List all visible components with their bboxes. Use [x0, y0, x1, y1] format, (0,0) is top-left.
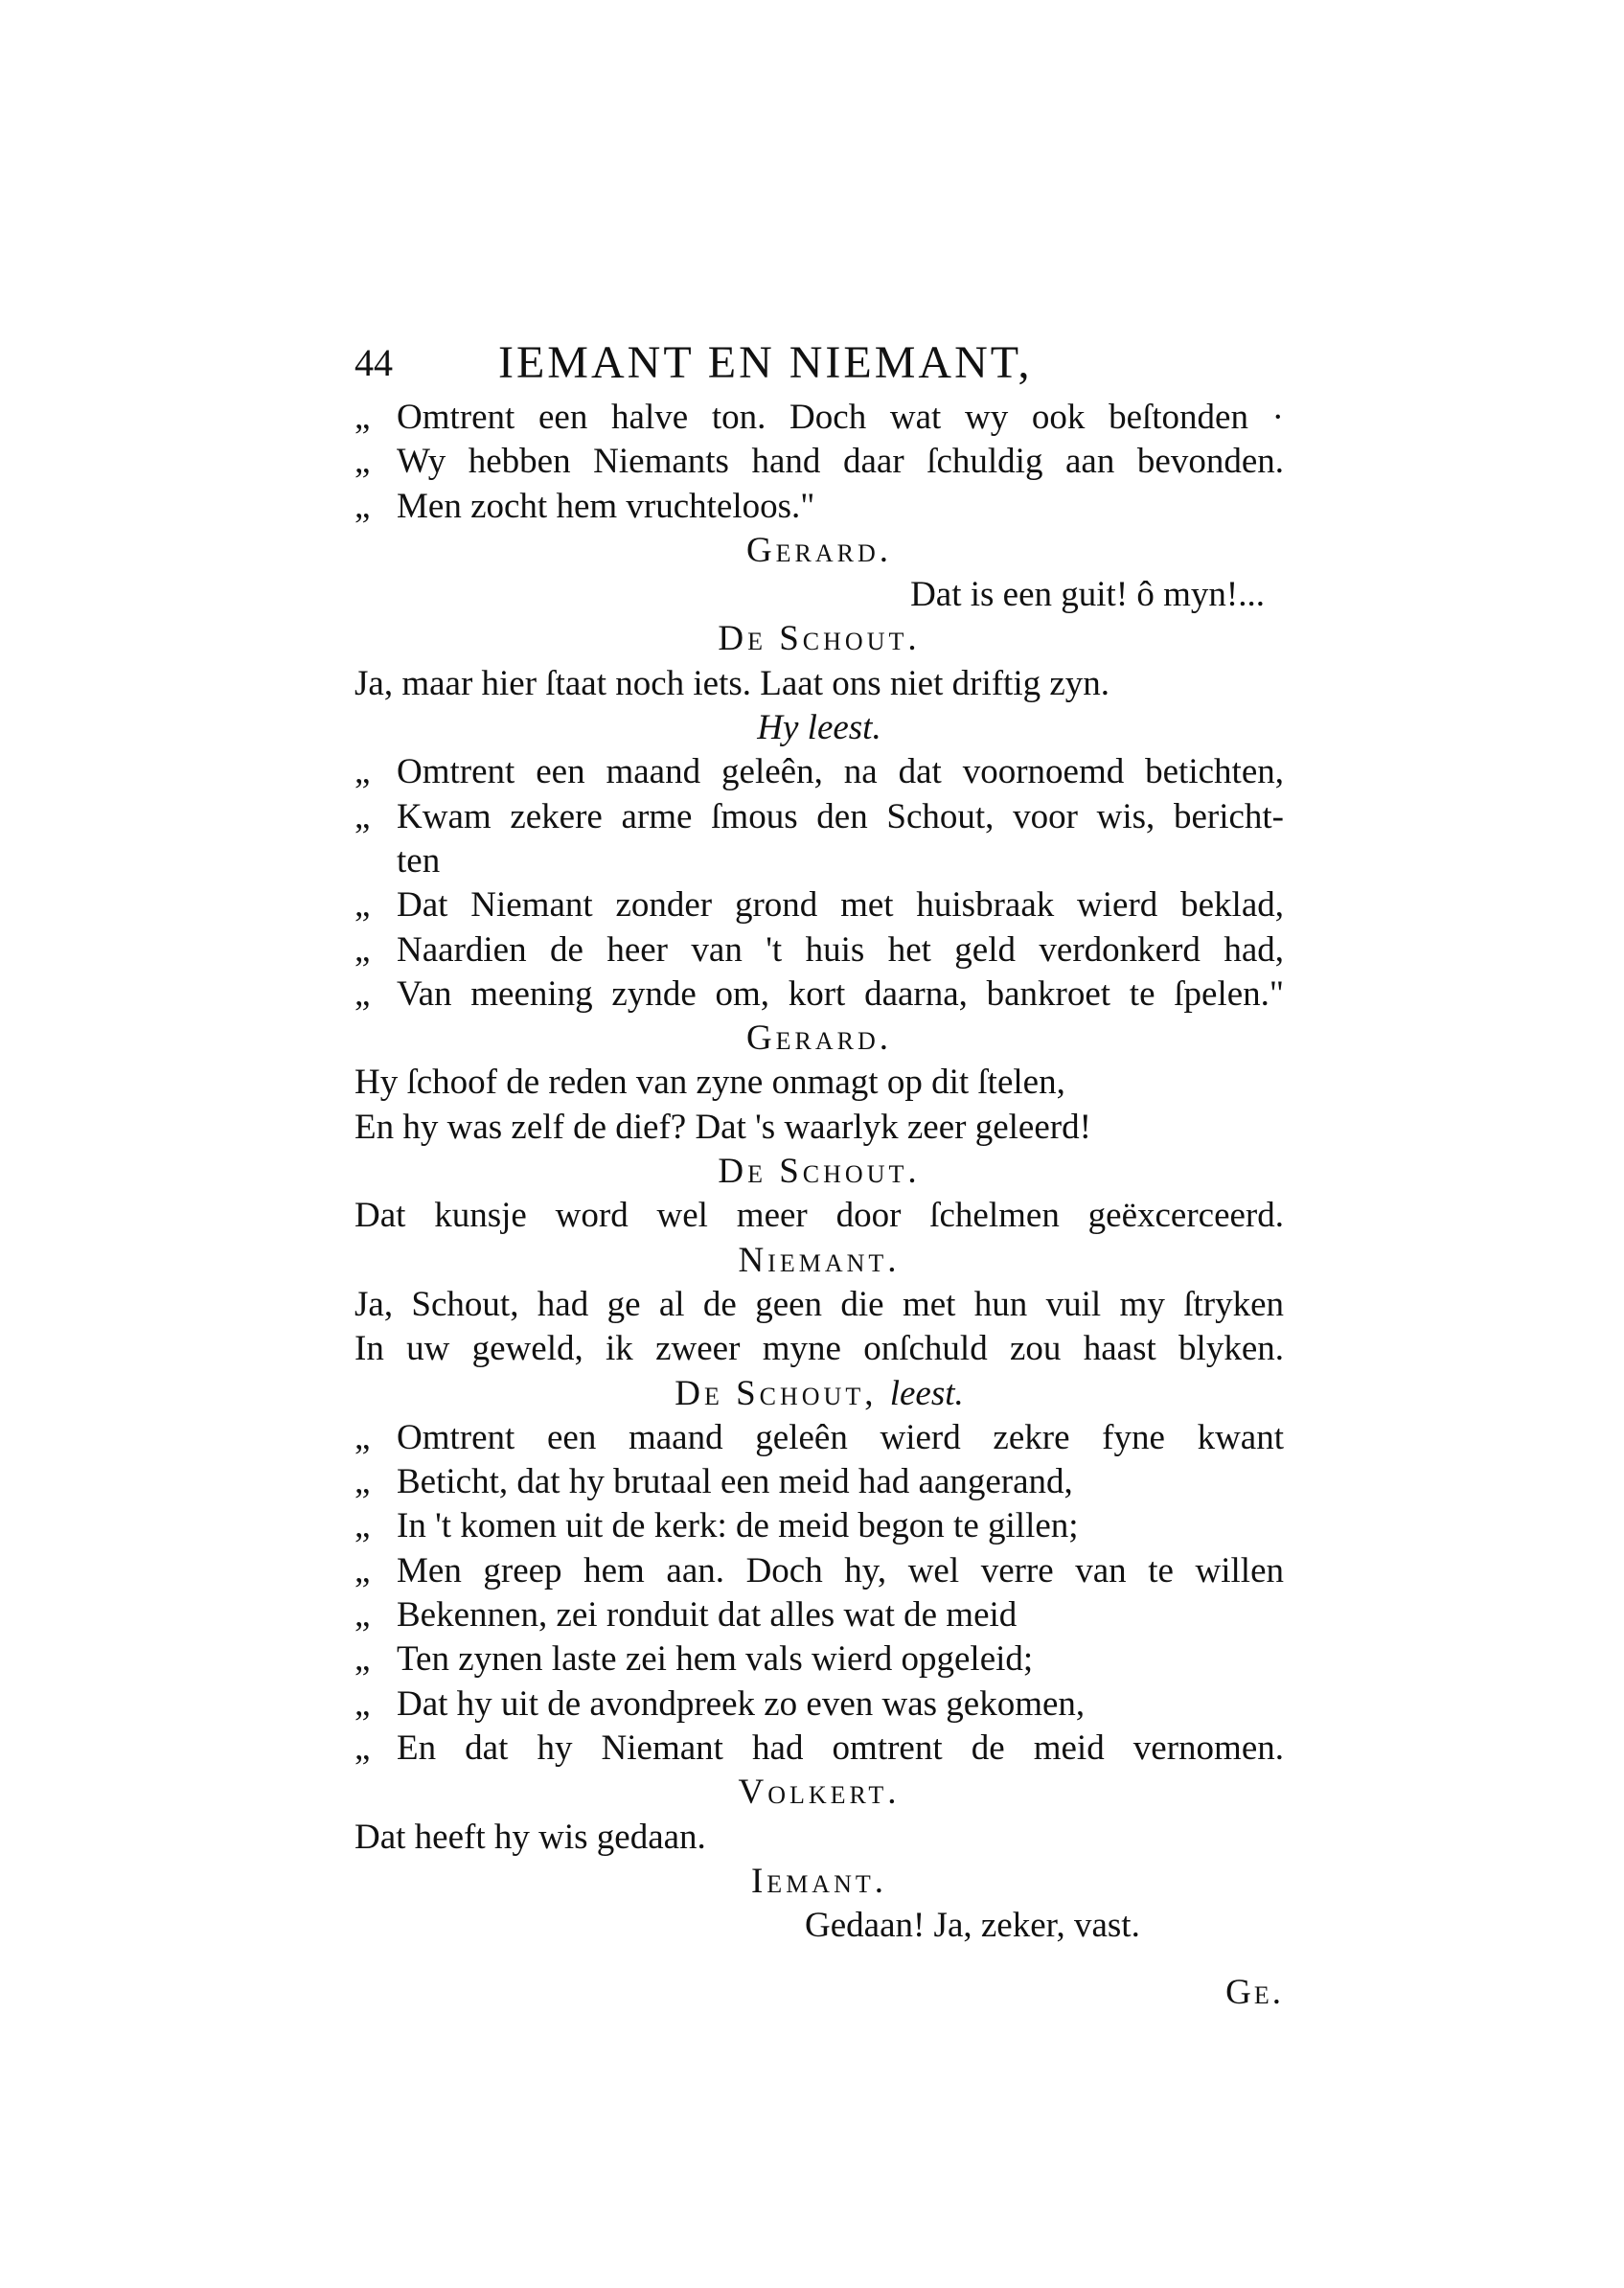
verse-half-line: Gedaan! Ja, zeker, vast. [805, 1906, 1140, 1946]
quoted-verse-line [355, 1682, 1284, 1727]
quotation-mark: „ [355, 1462, 371, 1502]
verse-text: Beticht, dat hy brutaal een meid had aangerand, [397, 1462, 1073, 1502]
verse-line: Dat heeft hy wis gedaan. [355, 1817, 706, 1857]
verse-text: Naardien de heer van 't huis het geld verdonkerd had, [397, 929, 1284, 970]
verse-text: Kwam zekere arme ſmous den Schout, voor wis, bericht- [397, 796, 1284, 836]
quotation-mark: „ [355, 929, 371, 970]
verse-text: Dat Niemant zonder grond met huisbraak wierd beklad, [397, 885, 1284, 926]
quotation-mark: „ [355, 1727, 371, 1768]
quotation-mark: „ [355, 486, 371, 526]
speaker-label: Iemant. [750, 1861, 887, 1901]
quotation-mark: „ [355, 1550, 371, 1590]
verse-text: Ten zynen laste zei hem vals wierd opgeleid; [397, 1639, 1034, 1680]
quoted-verse-line [355, 795, 1284, 839]
quotation-mark: „ [355, 1683, 371, 1724]
quoted-verse-line [355, 440, 1284, 484]
speaker-name [355, 1860, 1284, 1904]
quoted-verse-line [355, 1637, 1284, 1682]
stage-direction: leest. [889, 1373, 964, 1413]
quoted-verse-line [355, 1416, 1284, 1460]
catchword: Ge. [1225, 1973, 1284, 2013]
verse-text: Van meening zynde om, kort daarna, bankroet te ſpelen." [397, 973, 1284, 1014]
speaker-label: De Schout, [675, 1373, 878, 1413]
quotation-mark: „ [355, 1595, 371, 1636]
quoted-verse-line [355, 1460, 1284, 1504]
verse-line: Ja, Schout, had ge al de geen die met hun vuil my ſtryken [355, 1284, 1284, 1324]
verse-line: Ja, maar hier ſtaat noch iets. Laat ons niet driftig zyn. [355, 663, 1110, 703]
quoted-verse-line [355, 750, 1284, 794]
book-page [355, 331, 1284, 2016]
verse-line: Dat kunsje word wel meer door ſchelmen geëxcerceerd. [355, 1196, 1284, 1236]
quoted-verse-line [355, 485, 1284, 529]
speaker-name [355, 617, 1284, 661]
quotation-mark: „ [355, 1639, 371, 1680]
quoted-verse-line [355, 396, 1284, 440]
verse-half-line: Dat is een guit! ô myn!... [910, 575, 1265, 615]
quotation-mark: „ [355, 398, 371, 437]
speaker-label: Gerard. [745, 530, 893, 570]
verse-text: Men greep hem aan. Doch hy, wel verre van te willen [397, 1550, 1284, 1590]
verse-text: Omtrent een maand geleên, na dat voornoemd betichten, [397, 752, 1284, 792]
speaker-name [355, 1150, 1284, 1194]
speaker-name [355, 529, 1284, 573]
verse-text: Bekennen, zei ronduit dat alles wat de meid [397, 1595, 1018, 1636]
quotation-mark: „ [355, 1417, 371, 1457]
verse-text: Omtrent een maand geleên wierd zekre fyne kwant [397, 1417, 1284, 1457]
verse-text: En dat hy Niemant had omtrent de meid vernomen. [397, 1727, 1284, 1768]
verse-text: Omtrent een halve ton. Doch wat wy ook beſtonden · [397, 398, 1284, 437]
speaker-name [355, 1771, 1284, 1815]
speaker-label: Gerard. [745, 1018, 893, 1059]
quoted-verse-line [355, 1504, 1284, 1548]
stage-direction: Hy leest. [757, 708, 881, 748]
speaker-name [355, 1239, 1284, 1283]
quotation-mark: „ [355, 973, 371, 1014]
running-head [355, 331, 1284, 396]
speaker-label: Volkert. [738, 1773, 901, 1813]
quoted-verse-line [355, 1593, 1284, 1637]
verse-text: Men zocht hem vruchteloos." [397, 486, 815, 526]
verse-line: Hy ſchoof de reden van zyne onmagt op dit ſtelen, [355, 1063, 1065, 1103]
verse-line: En hy was zelf de dief? Dat 's waarlyk zeer geleerd! [355, 1107, 1091, 1147]
verse-text: In 't komen uit de kerk: de meid begon te gillen; [397, 1506, 1079, 1546]
speaker-label: Niemant. [738, 1240, 901, 1280]
page-number: 44 [355, 341, 393, 384]
speaker-name [355, 1372, 1284, 1416]
verse-line: In uw geweld, ik zweer myne onſchuld zou haast blyken. [355, 1329, 1284, 1369]
running-title: IEMANT EN NIEMANT, [498, 337, 1033, 388]
quotation-mark: „ [355, 752, 371, 792]
quoted-verse-line [355, 1549, 1284, 1593]
speaker-label: De Schout. [718, 619, 921, 659]
quotation-mark: „ [355, 442, 371, 482]
speaker-name [355, 1017, 1284, 1061]
quotation-mark: „ [355, 796, 371, 836]
quotation-mark: „ [355, 885, 371, 926]
quotation-mark: „ [355, 1506, 371, 1546]
quoted-verse-line [355, 883, 1284, 927]
text-body [355, 396, 1284, 1948]
quoted-verse-line [355, 928, 1284, 972]
quoted-verse-line [355, 1727, 1284, 1771]
verse-text: Wy hebben Niemants hand daar ſchuldig aan bevonden. [397, 442, 1284, 482]
verse-text: Dat hy uit de avondpreek zo even was gekomen, [397, 1683, 1086, 1724]
quoted-verse-line [355, 972, 1284, 1017]
speaker-label: De Schout. [718, 1152, 921, 1192]
verse-continuation: ten [397, 840, 441, 881]
